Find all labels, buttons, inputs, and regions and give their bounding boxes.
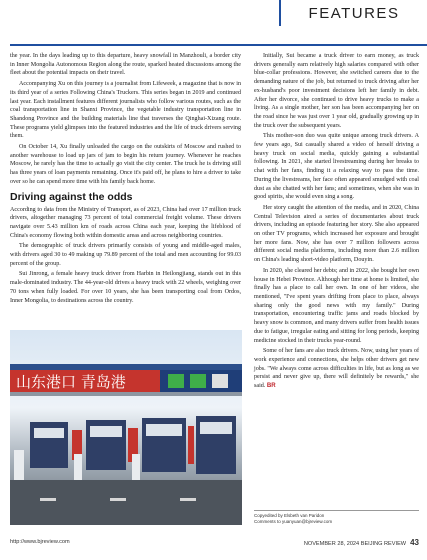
page-number: 43 bbox=[410, 537, 419, 547]
left-column bbox=[10, 52, 241, 307]
port-trucks-photo bbox=[10, 330, 242, 525]
body-paragraph: Sui Jinrong, a female heavy truck driver from Harbin in Heilongjiang, stands out in this male-dominated industry. The 44-year-old drives a heavy truck with 22 wheels, weighing over 70 tons when fully loaded. For over 10 years, she has been transporting coal from Ordos, Inner Mongolia, to destinations across the country. bbox=[10, 271, 241, 304]
section-heading: Driving against the odds bbox=[10, 190, 133, 203]
page-footer bbox=[10, 537, 419, 547]
photo-illustration bbox=[10, 330, 242, 525]
body-paragraph: Accompanying Xu on this journey is a journalist from Lifeweek, a magazine that is now in its third year of a series Following China's Truckers. This series began in 2019 and continued last year. Each installment features different journalists who follow various routes, such as the coal transportation line in Shanxi Province, the vegetable industry transportation line in Shandong Province and the building materials line that traverses the Qinghai-Xizang route. These programs yield glimpses into the featured industries and the life of truck drivers serving them. bbox=[10, 81, 241, 140]
body-paragraph: This mother-son duo was quite unique among truck drivers. A few years ago, Sui casually shared a video of herself driving a heavy truck on social media, quickly gaining a substantial following. In 2021, she started livestreaming during her breaks to chat with her fans, finding it a relaxing way to pass the time. During the livestreams, her face often appeared smudged with coal dust as she chatted with her fans; and sometimes, when she was in good spirits, she would even sing a song. bbox=[254, 133, 419, 201]
body-paragraph: Initially, Sui became a truck driver to earn money, as truck drivers generally earn relatively high salaries compared with other blue-collar professions. However, she switched careers due to the demanding nature of the job, but returned to truck driving after her ex-husband's poor investment decisions left her family in debt. After her divorce, she continued to drive heavy trucks to make a living. As a single mother, her son has been accompanying her on the road since he was just over 1 year old, gradually growing up in the truck over the subsequent years. bbox=[254, 53, 419, 129]
copyeditor-line: Copyedited by Elsbeth van Paridon bbox=[254, 513, 325, 518]
header-rule bbox=[10, 44, 427, 46]
credits bbox=[254, 510, 419, 525]
comments-line: Comments to yuanyuan@bjreview.com bbox=[254, 519, 333, 524]
gantry-sign-text: 山东港口 青岛港 bbox=[16, 373, 126, 391]
body-paragraph: Her story caught the attention of the media, and in 2020, China Central Television aired a series of documentaries about truck drivers, including an episode featuring her story. She also appeared on other TV programs, which increased her exposure and brought her more fans. Now, she has over 7 million followers across different social media platforms, including more than 2.6 million on China's leading short-video platform, Douyin. bbox=[254, 204, 419, 264]
final-paragraph-text: Some of her fans are also truck drivers. Now, using her years of work experience and connections, she helps other drivers get new jobs. "We always come across difficulties in life, but as long as we persist and never give up, there will definitely be rewards," she said. bbox=[254, 348, 419, 390]
body-paragraph: On October 14, Xu finally unloaded the cargo on the outskirts of Moscow and rushed to another warehouse to load up jars of jam to begin his return journey. Whenever he reaches Moscow, he rarely has the time to actually go visit the city center. The truck he is driving still has three years of loan payments remaining. Once it's paid off, he plans to hire a driver to take over so he can spend more time with his family back home. bbox=[10, 144, 241, 185]
section-label: FEATURES bbox=[279, 0, 427, 26]
body-paragraph: In 2020, she cleared her debts; and in 2022, she bought her own house in Hebei Province. Although her time at home is limited, she finally has a place to call her own. In one of her videos, she mentioned, "I've spent years drifting from place to place, always sharing only the good news with my family." During transportation, encountering traffic jams and roads blocked by heavy snow is common, and many drivers suffer from health issues due to fatigue, irregular eating and sitting for long periods, keeping medicine stocked in their trucks year-round. bbox=[254, 267, 419, 344]
footer-issue: NOVEMBER 28, 2024 BEIJING REVIEW 43 bbox=[303, 537, 419, 547]
end-mark: BR bbox=[266, 382, 276, 390]
body-paragraph: the year. In the days leading up to this departure, heavy snowfall in Manzhouli, a border city in Inner Mongolia Autonomous Region along the route, sparked heated discussions among the fleet about the potential impacts on their travel. bbox=[10, 53, 241, 77]
body-paragraph: According to data from the Ministry of Transport, as of 2023, China had over 17 million truck drivers, altogether managing 73 percent of total commercial freight volume. These drivers navigate over 5.43 million km of roads across China each year, keeping the lifeblood of China's economy flowing both within domestic areas and across neighboring countries. bbox=[10, 206, 241, 239]
body-paragraph: The demographic of truck drivers primarily consists of young and middle-aged males, with drivers aged 30 to 49 making up 79.89 percent of the total and men accounting for 99.03 percent of the group. bbox=[10, 243, 241, 267]
footer-url[interactable]: http://www.bjreview.com bbox=[10, 539, 70, 545]
right-column bbox=[254, 52, 419, 393]
body-paragraph bbox=[254, 347, 419, 391]
